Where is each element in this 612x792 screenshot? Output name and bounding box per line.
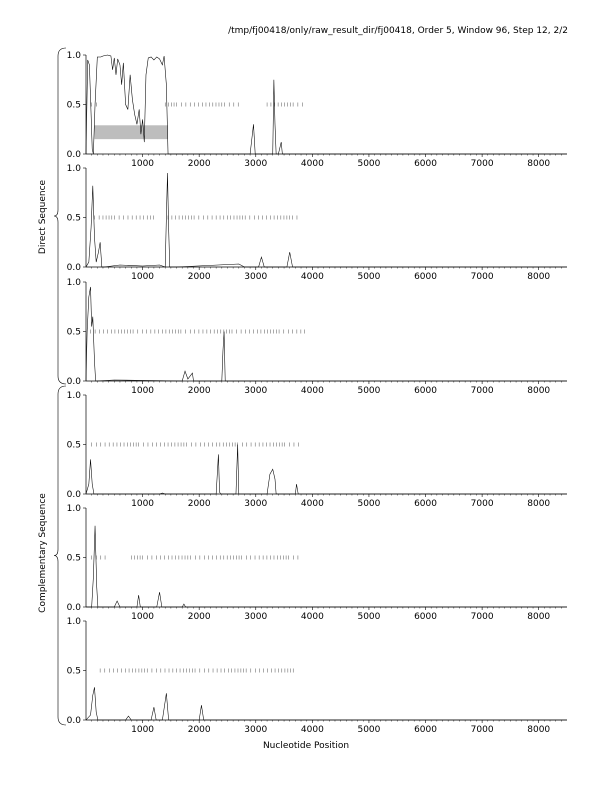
panel-4-series-line [86, 526, 567, 607]
panel-3-x-tick-label: 8000 [527, 499, 551, 509]
panel-4-x-tick-label: 5000 [357, 612, 381, 622]
panel-3-y-tick-label: 0.5 [66, 440, 81, 451]
panel-3-x-tick-label: 3000 [244, 499, 268, 509]
panel-3-x-tick-label: 2000 [187, 499, 211, 509]
panel-5-x-tick-label: 6000 [414, 725, 437, 735]
x-axis-label: Nucleotide Position [262, 741, 350, 751]
panel-0-x-tick-label: 1000 [131, 159, 155, 169]
panel-5-x-tick-label: 3000 [244, 725, 268, 735]
panel-4-x-tick-label: 8000 [527, 612, 551, 622]
panel-5-x-tick-label: 2000 [187, 725, 211, 735]
panel-2-x-tick-label: 2000 [187, 386, 211, 396]
panel-2-x-tick-label: 6000 [414, 386, 437, 396]
brace-complementary [54, 386, 66, 725]
group-label-complementary: Complementary Sequence [38, 493, 48, 613]
panel-1-x-tick-label: 1000 [131, 272, 155, 282]
panel-3-y-tick-label: 1.0 [66, 391, 81, 401]
panel-2-y-tick-label: 1.0 [66, 278, 81, 288]
panel-0-x-tick-label: 8000 [527, 159, 551, 169]
panel-0-x-tick-label: 3000 [244, 159, 268, 169]
panel-3-x-tick-label: 6000 [414, 499, 437, 509]
panel-3-x-tick-label: 1000 [131, 499, 155, 509]
panel-0-x-tick-label: 2000 [187, 159, 211, 169]
panel-2-y-tick-label: 0.0 [66, 377, 81, 387]
panel-5-series-line [86, 687, 567, 720]
panel-2-x-tick-label: 3000 [244, 386, 268, 396]
panel-1-x-tick-label: 7000 [470, 272, 494, 282]
panel-5-x-tick-label: 1000 [131, 725, 155, 735]
panel-4-y-tick-label: 0.5 [66, 553, 81, 564]
panel-5-x-tick-label: 7000 [470, 725, 494, 735]
panel-3-series-line [86, 445, 567, 495]
panel-1-y-tick-label: 0.5 [66, 213, 81, 224]
panel-4-x-tick-label: 2000 [187, 612, 211, 622]
panel-4-x-tick-label: 7000 [470, 612, 494, 622]
panel-3-y-tick-label: 0.0 [66, 490, 81, 500]
panel-5-x-tick-label: 4000 [300, 725, 324, 735]
panel-1-x-tick-label: 8000 [527, 272, 551, 282]
panel-4-y-tick-label: 0.0 [66, 603, 81, 613]
panel-2-x-tick-label: 1000 [131, 386, 155, 396]
panel-1-x-tick-label: 4000 [300, 272, 324, 282]
panel-4-x-tick-label: 4000 [300, 612, 324, 622]
panel-5-y-tick-label: 1.0 [66, 617, 81, 627]
panel-2-x-tick-label: 8000 [527, 386, 551, 396]
page-header: /tmp/fj00418/only/raw_result_dir/fj00418, Order 5, Window 96, Step 12, 2/2 [228, 26, 568, 36]
panel-2-y-tick-label: 0.5 [66, 327, 81, 338]
panel-1-y-tick-label: 1.0 [66, 164, 81, 174]
panel-1-x-tick-label: 3000 [244, 272, 268, 282]
panel-1-x-tick-label: 6000 [414, 272, 437, 282]
panel-4-x-tick-label: 3000 [244, 612, 268, 622]
panel-2-x-tick-label: 4000 [300, 386, 324, 396]
panel-0-x-tick-label: 5000 [357, 159, 381, 169]
panel-5-x-tick-label: 5000 [357, 725, 381, 735]
panel-0-y-tick-label: 0.0 [66, 150, 81, 160]
panel-0-y-tick-label: 0.5 [66, 100, 81, 111]
panel-1-x-tick-label: 5000 [357, 272, 381, 282]
group-label-direct: Direct Sequence [38, 179, 48, 255]
panel-4-y-tick-label: 1.0 [66, 504, 81, 514]
panel-5-y-tick-label: 0.0 [66, 716, 81, 726]
panel-0-shaded-region [94, 125, 168, 139]
panel-0-y-tick-label: 1.0 [66, 51, 81, 61]
panel-4-x-tick-label: 6000 [414, 612, 437, 622]
panel-2-series-line [86, 287, 567, 381]
panel-0-x-tick-label: 6000 [414, 159, 437, 169]
panel-1-y-tick-label: 0.0 [66, 263, 81, 273]
panel-1-x-tick-label: 2000 [187, 272, 211, 282]
panel-0-x-tick-label: 7000 [470, 159, 494, 169]
panel-2-x-tick-label: 5000 [357, 386, 381, 396]
panel-5-y-tick-label: 0.5 [66, 666, 81, 677]
panel-3-x-tick-label: 5000 [357, 499, 381, 509]
panel-2-x-tick-label: 7000 [470, 386, 494, 396]
brace-direct [54, 48, 66, 384]
panel-5-x-tick-label: 8000 [527, 725, 551, 735]
panel-3-x-tick-label: 4000 [300, 499, 324, 509]
panel-4-x-tick-label: 1000 [131, 612, 155, 622]
panel-3-x-tick-label: 7000 [470, 499, 494, 509]
panel-1-series-line [86, 173, 567, 267]
panel-0-x-tick-label: 4000 [300, 159, 324, 169]
